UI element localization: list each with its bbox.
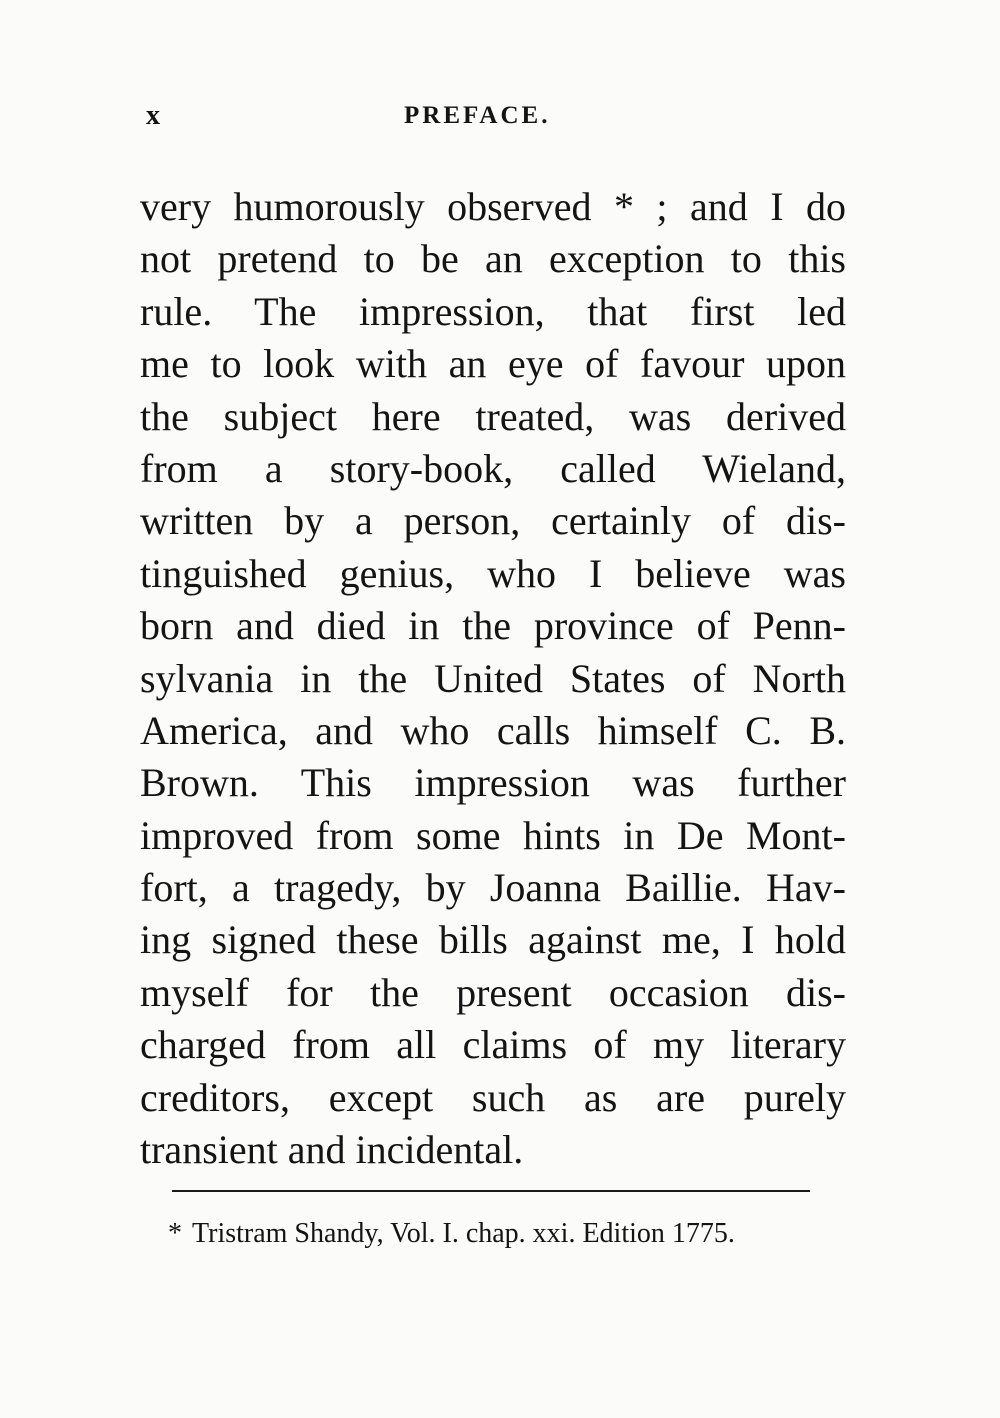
text-line: tinguished genius, who I believe was <box>140 550 846 596</box>
body-text <box>140 181 846 1176</box>
page-header <box>146 100 846 136</box>
text-line: me to look with an eye of favour upon <box>140 341 846 387</box>
text-line: written by a person, certainly of dis- <box>140 498 846 544</box>
text-line: charged from all claims of my literary <box>140 1022 846 1068</box>
text-line: from a story-book, called Wieland, <box>140 445 846 491</box>
text-line: Brown. This impression was further <box>140 760 846 806</box>
footnote <box>168 1214 858 1254</box>
text-line: myself for the present occasion dis- <box>140 969 846 1015</box>
text-line: improved from some hints in De Mont- <box>140 812 846 858</box>
page-number: x <box>146 100 161 131</box>
text-line: not pretend to be an exception to this <box>140 236 846 282</box>
text-line: creditors, except such as are purely <box>140 1074 846 1120</box>
text-line: born and died in the province of Penn- <box>140 603 846 649</box>
footnote-rule <box>172 1190 810 1192</box>
footnote-marker: * <box>168 1218 182 1249</box>
text-line: ing signed these bills against me, I hold <box>140 917 846 963</box>
text-line-last: transient and incidental. <box>140 1127 524 1173</box>
text-line: sylvania in the United States of North <box>140 655 846 701</box>
footnote-text: Tristram Shandy, Vol. I. chap. xxi. Edition 1775. <box>192 1218 735 1249</box>
text-line: fort, a tragedy, by Joanna Baillie. Hav- <box>140 865 846 911</box>
text-line: the subject here treated, was derived <box>140 393 846 439</box>
text-line: America, and who calls himself C. B. <box>140 707 846 753</box>
running-head: PREFACE. <box>404 102 551 129</box>
text-line: rule. The impression, that first led <box>140 288 846 334</box>
text-line: very humorously observed * ; and I do <box>140 184 846 229</box>
